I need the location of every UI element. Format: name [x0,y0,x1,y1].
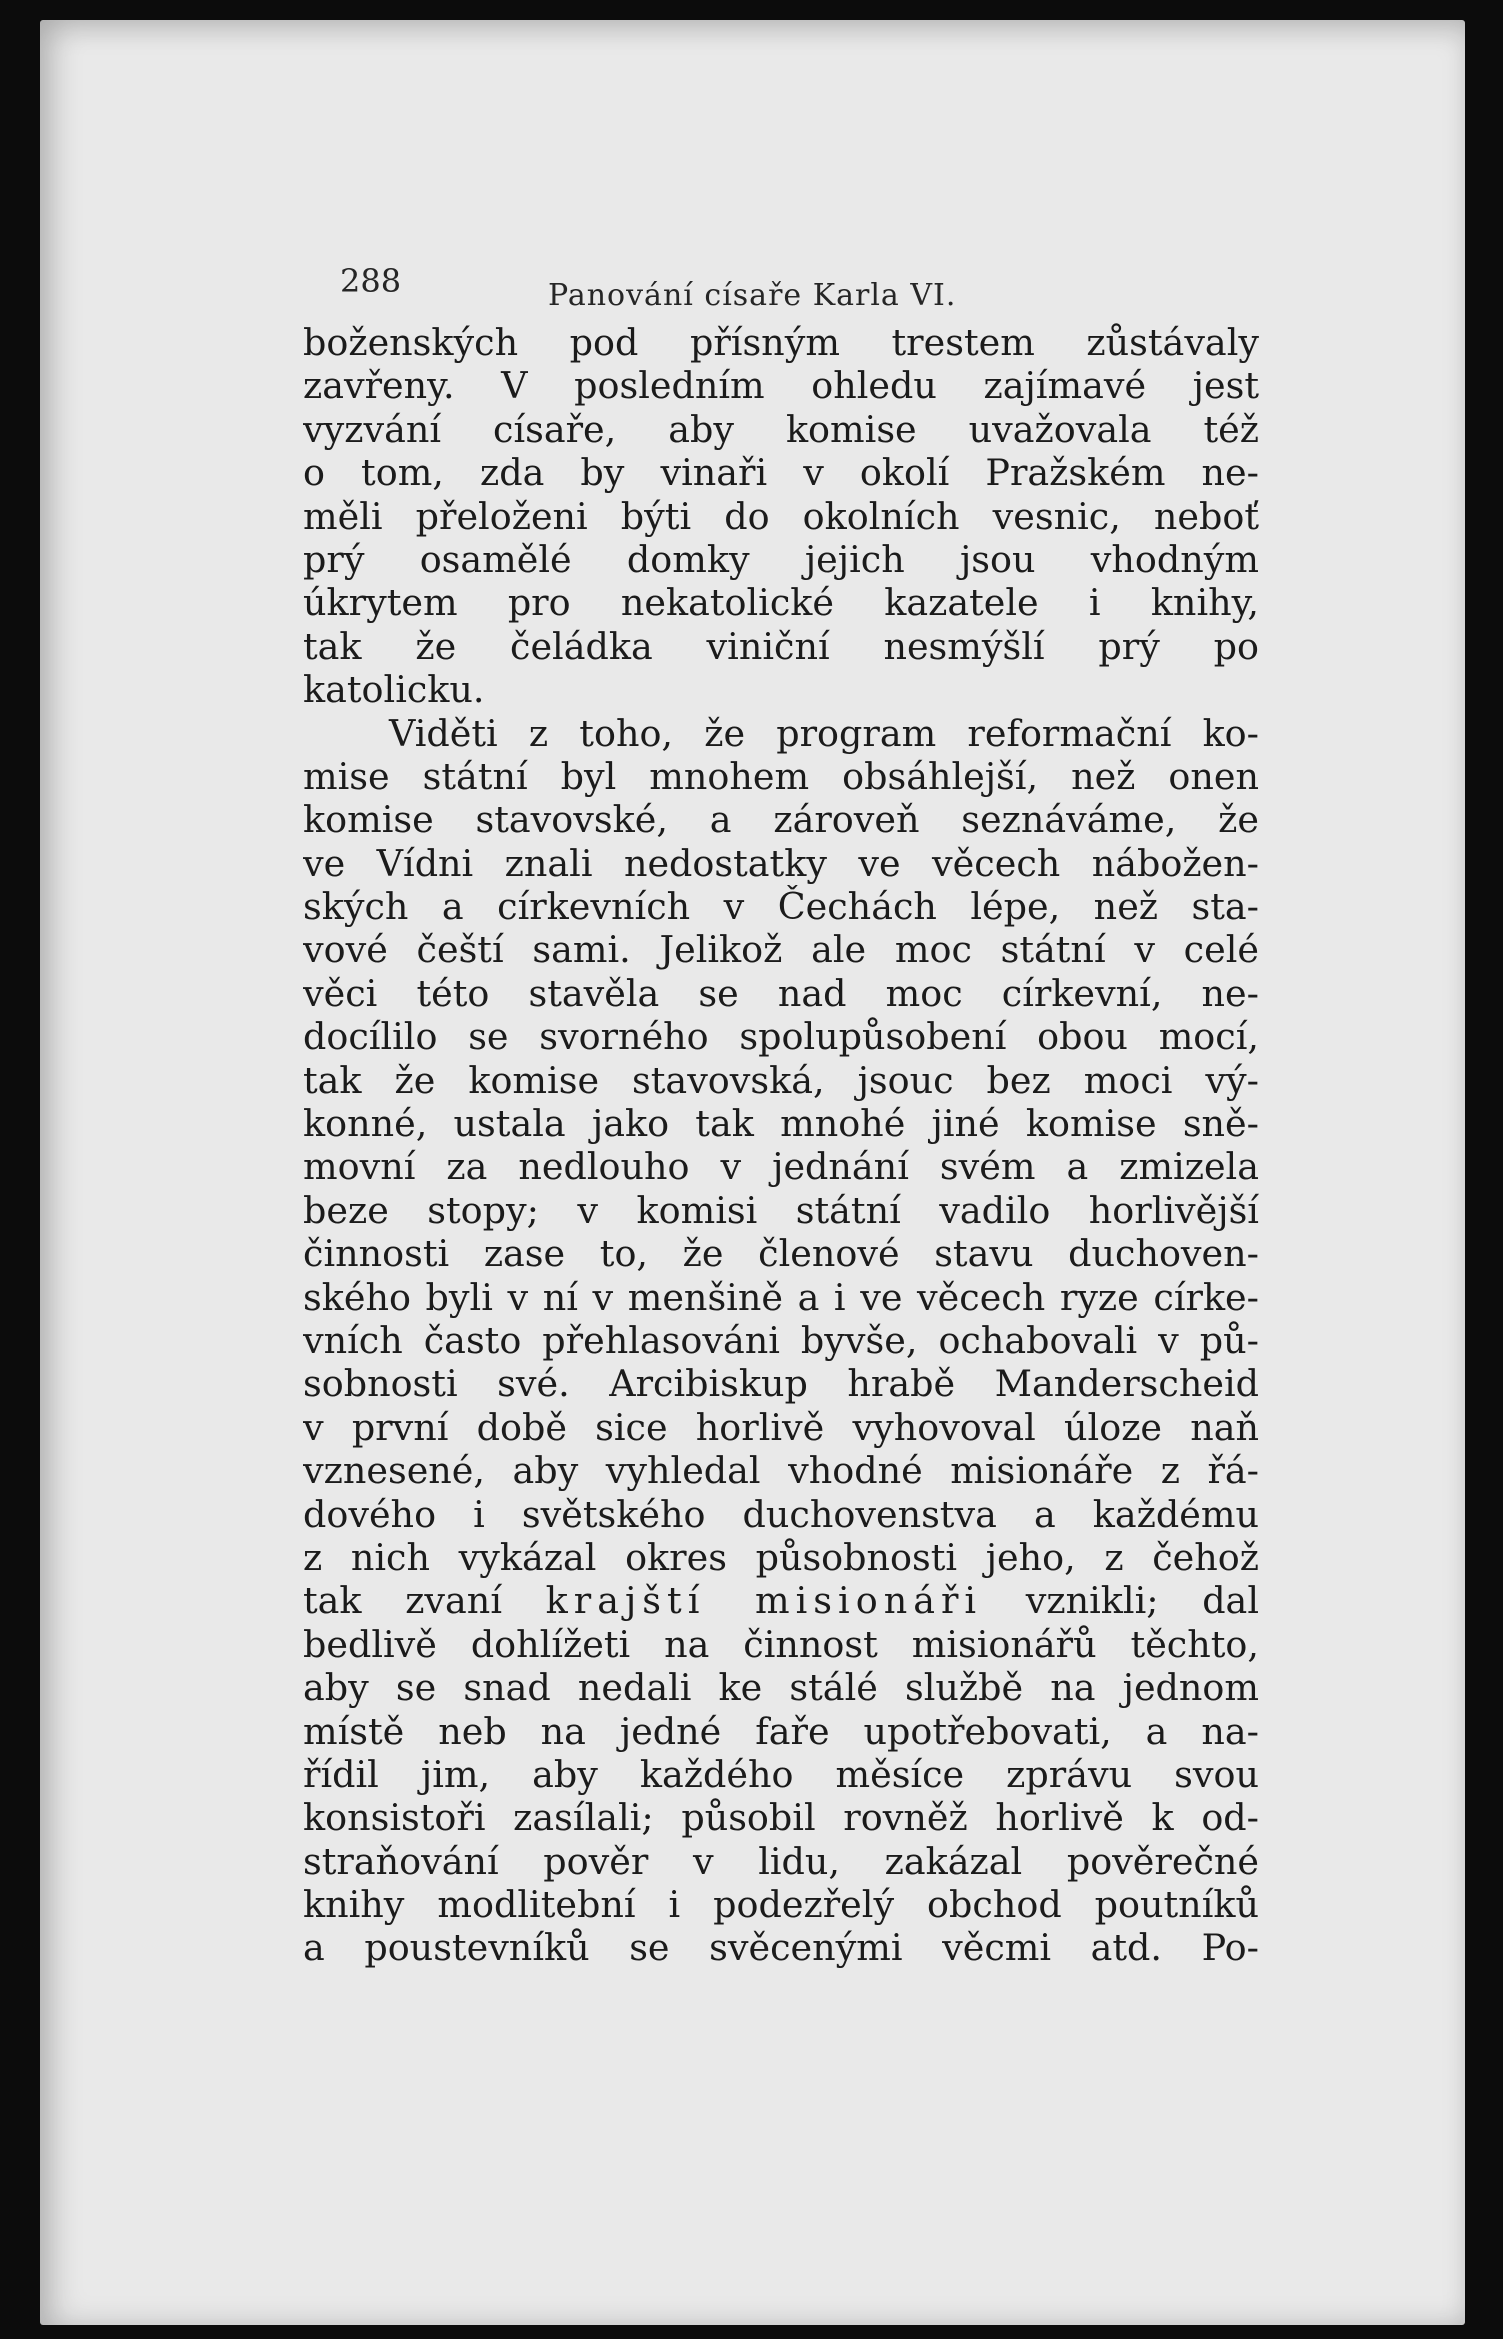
text-segment: tak zvaní [303,1579,502,1623]
spaced-emphasis: krajští misionáři [545,1579,983,1623]
text-line: docílilo se svorného spolupůsobení obou mocí, [303,1015,1259,1059]
text-line: vyzvání císaře, aby komise uvažovala též [303,407,1259,451]
text-line: vních často přehlasováni byvše, ochabovali v pů- [303,1318,1259,1362]
text-line: úkrytem pro nekatolické kazatele i knihy, [303,581,1259,625]
text-line: komise stavovské, a zároveň seznáváme, že [303,798,1259,842]
text-line: knihy modlitební i podezřelý obchod poutníků [303,1883,1259,1927]
text-line: měli přeloženi býti do okolních vesnic, neboť [303,494,1259,538]
page-number: 288 [340,262,402,300]
page-header [340,250,1290,313]
text-line: sobnosti své. Arcibiskup hrabě Manderscheid [303,1362,1259,1406]
paragraph-start-line: Viděti z toho, že program reformační ko- [389,711,1259,755]
text-line: ve Vídni znali nedostatky ve věcech nábožen- [303,841,1259,885]
running-title: Panování císaře Karla VI. [548,278,957,313]
text-line: ských a církevních v Čechách lépe, než sta- [303,885,1259,929]
text-line: aby se snad nedali ke stálé službě na jednom [303,1666,1259,1710]
text-line-with-emphasis [303,1579,1259,1622]
text-line: tak že komise stavovská, jsouc bez moci vý- [303,1058,1259,1102]
text-line: a poustevníků se svěcenými věcmi atd. Po- [303,1926,1259,1970]
text-line: ského byli v ní v menšině a i ve věcech ryze círke- [303,1275,1259,1319]
text-line: vznesené, aby vyhledal vhodné misionáře z řá- [303,1449,1259,1493]
text-line: beze stopy; v komisi státní vadilo horlivější [303,1188,1259,1232]
text-line: konsistoři zasílali; působil rovněž horlivě k od- [303,1796,1259,1840]
text-line: z nich vykázal okres působnosti jeho, z čehož [303,1535,1259,1579]
text-line: mise státní byl mnohem obsáhlejší, než onen [303,754,1259,798]
text-line: tak že čeládka viniční nesmýšlí prý po [303,624,1259,668]
text-line: místě neb na jedné faře upotřebovati, a na- [303,1709,1259,1753]
text-line: prý osamělé domky jejich jsou vhodným [303,537,1259,581]
text-line: straňování pověr v lidu, zakázal pověrečné [303,1839,1259,1883]
text-line: boženských pod přísným trestem zůstávaly [303,321,1259,364]
text-line: řídil jim, aby každého měsíce zprávu svou [303,1752,1259,1796]
body-text [303,321,1259,1970]
text-line: v první době sice horlivě vyhovoval úloze naň [303,1405,1259,1449]
text-line: movní za nedlouho v jednání svém a zmizela [303,1145,1259,1189]
text-line: bedlivě dohlížeti na činnost misionářů těchto, [303,1622,1259,1666]
text-line: zavřeny. V posledním ohledu zajímavé jest [303,364,1259,408]
text-line: dového i světského duchovenstva a každému [303,1492,1259,1536]
text-segment: vznikli; dal [1025,1579,1259,1623]
text-line: vové čeští sami. Jelikož ale moc státní v celé [303,928,1259,972]
text-line: o tom, zda by vinaři v okolí Pražském ne- [303,451,1259,495]
text-line: konné, ustala jako tak mnohé jiné komise sně- [303,1102,1259,1146]
text-line: věci této stavěla se nad moc církevní, ne- [303,971,1259,1015]
text-line: katolicku. [303,668,485,712]
text-line: činnosti zase to, že členové stavu duchoven- [303,1232,1259,1276]
